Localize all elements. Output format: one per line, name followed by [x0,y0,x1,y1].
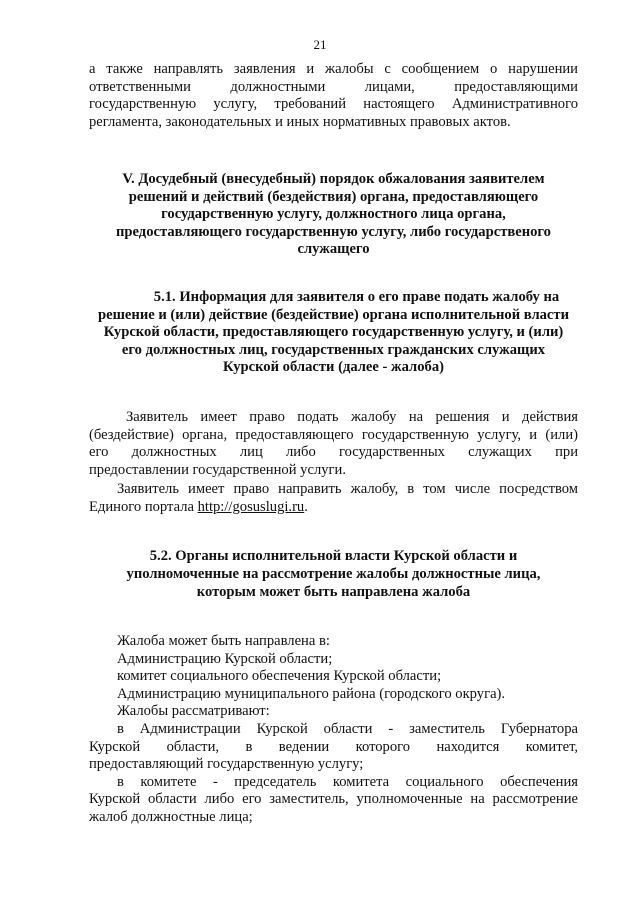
body-line: в комитете - председатель комитета социального обеспечения [117,773,578,790]
body-line: Жалоба может быть направлена в: [117,633,330,649]
section-5-1-heading [89,289,578,377]
section-5-2-body [89,633,578,827]
body-line: (бездействие) органа, предоставляющего государственную услугу, и (или) [89,426,578,443]
body-line [89,499,578,517]
body-line: Заявитель имеет право направить жалобу, в том числе посредством [117,481,578,497]
body-line: предоставляющий государственную услугу; [89,756,364,773]
body-line: Заявитель имеет право подать жалобу на решения и действия [126,409,578,425]
heading-line: Курской области (далее - жалоба) [222,359,444,375]
intro-paragraph [89,61,578,131]
section-5-heading [89,171,578,259]
body-line: Администрацию муниципального района (городского округа). [117,685,506,702]
administration-reviewer-paragraph [89,721,578,774]
intro-line: а также направлять заявления и жалобы с сообщением о нарушении [89,61,578,77]
intro-line: ответственными должностными лицами, предоставляющими [89,78,578,95]
heading-line: решение и (или) действие (бездействие) органа исполнительной власти [98,306,569,323]
intro-line: государственную услугу, требований настоящего Административного [89,96,578,112]
portal-suffix: . [304,498,308,515]
heading-line: его должностных лиц, государственных гражданских служащих [121,341,546,358]
portal-prefix: Единого портала [89,498,198,515]
intro-line: регламента, законодательных и иных нормативных правовых актов. [89,113,511,130]
body-line: предоставлении государственной услуги. [89,461,346,478]
body-line: в Администрации Курской области - заместитель Губернатора [117,720,578,737]
heading-line: предоставляющего государственную услугу, либо государственого [116,223,551,240]
body-line: жалоб должностные лица; [89,808,253,825]
page-number: 21 [313,37,327,52]
heading-line: Курской области, предоставляющего государственную услугу, и (или) [103,324,564,340]
body-line: Курской области, в ведении которого находится комитет, [89,738,578,755]
gosuslugi-link[interactable]: http://gosuslugi.ru [197,498,305,515]
portal-paragraph [89,481,578,516]
heading-line: 5.1. Информация для заявителя о его праве подать жалобу на [153,289,560,305]
body-line: его должностных лиц либо государственных служащих при [89,444,578,460]
right-to-complain-paragraph [89,409,578,479]
heading-line: государственную услугу, должностного лица органа, [161,206,506,222]
heading-line: служащего [297,241,370,257]
section-5-1-body [89,409,578,516]
body-line: Администрацию Курской области; [117,650,333,667]
heading-line: V. Досудебный (внесудебный) порядок обжалования заявителем [122,171,545,187]
section-5-2-heading [89,547,578,601]
heading-line: уполномоченные на рассмотрение жалобы должностные лица, [126,566,541,582]
body-line: Жалобы рассматривают: [117,703,270,720]
body-line: комитет социального обеспечения Курской области; [117,668,442,685]
heading-line: 5.2. Органы исполнительной власти Курской области и [149,548,518,564]
heading-line: которым может быть направлена жалоба [196,584,471,600]
heading-line: решений и действий (бездействия) органа, предоставляющего [128,188,539,205]
committee-reviewer-paragraph [89,774,578,827]
body-line: Курской области либо его заместитель, уполномоченные на рассмотрение [89,791,578,808]
